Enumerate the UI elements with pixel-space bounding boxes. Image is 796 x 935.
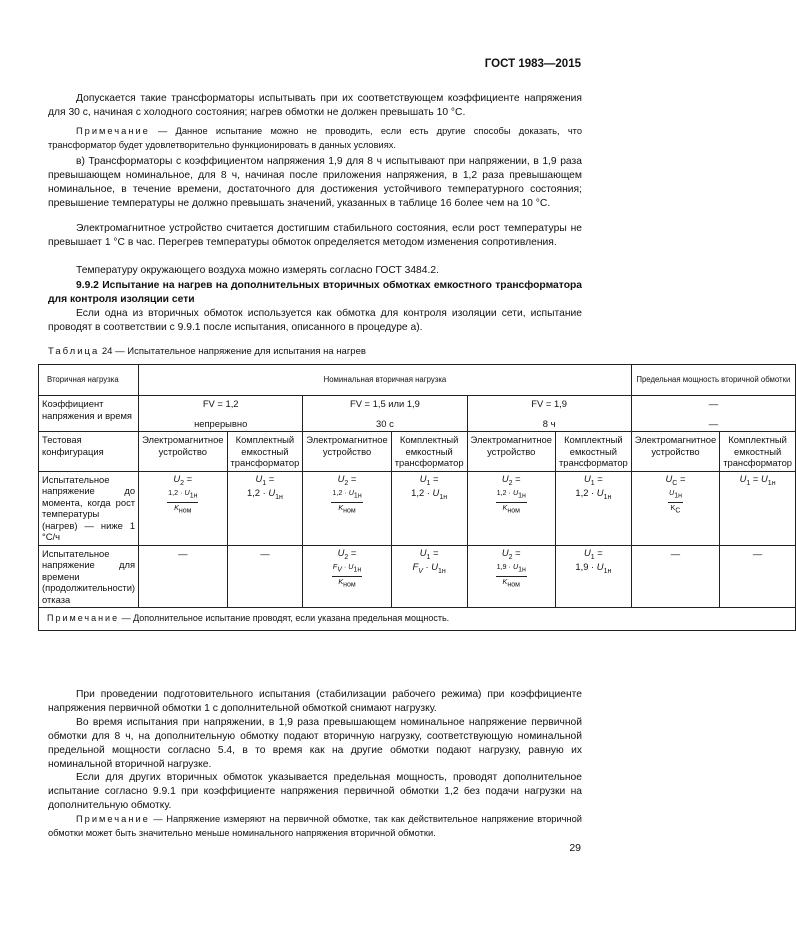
note-2-text: — Напряжение измеряют на первичной обмотке, так как действительное напряжение вторичной обмотки может быть значительно меньше номинального напряжения вторичной обмотки. (48, 814, 582, 838)
page-number: 29 (569, 842, 581, 854)
factor-cell-limit (631, 396, 795, 432)
cfg-electromagnetic: Электромагнитное устройство (467, 432, 555, 472)
paragraph-1: Допускается такие трансформаторы испытывать при их соответствующем коэффициенте напряжения для 30 с, начиная с холодного состояния; нагрев обмотки не должен превышать 10 °С. (48, 93, 582, 118)
paragraph-6: При проведении подготовительного испытания (стабилизации рабочего режима) при коэффициенте напряжения первичной обмотки 1 с дополнительной обмоткой снимают нагрузку. (48, 689, 582, 714)
row-label-factor: Коэффициент напряжения и время (39, 396, 139, 432)
factor-cell-3 (467, 396, 631, 432)
dash: — (227, 545, 303, 608)
note-2 (48, 813, 582, 840)
factor-cell-1 (139, 396, 303, 432)
note-1-text: — Данное испытание можно не проводить, если есть другие способы доказать, что трансформатор будет удовлетворительно функционировать в данных условиях. (48, 126, 582, 150)
standard-header: ГОСТ 1983—2015 (484, 58, 581, 70)
formula-cell: $U_2$ = $\frac{1,2 \cdot U_{1н}}{K_{ном}}$ (139, 471, 227, 545)
table-caption-label: Таблица (48, 346, 100, 357)
cfg-electromagnetic: Электромагнитное устройство (139, 432, 227, 472)
test-voltage-table (38, 364, 796, 631)
cfg-capacitive: Комплектный емкостный трансформатор (555, 432, 631, 472)
formula-cell: $U_2$ = $\frac{1,9 \cdot U_{1н}}{K_{ном}}$ (467, 545, 555, 608)
table-header-row (39, 365, 796, 396)
paragraph-4: Температуру окружающего воздуха можно измерять согласно ГОСТ 3484.2. (76, 265, 439, 276)
dash: — (708, 398, 719, 409)
duration-1: непрерывно (194, 417, 248, 429)
table-row (39, 471, 796, 545)
section-heading: 9.9.2 Испытание на нагрев на дополнительных вторичных обмотках емкостного трансформатора для контроля изоляции сети (48, 280, 582, 305)
cfg-capacitive: Комплектный емкостный трансформатор (227, 432, 303, 472)
formula-cell: $U_2$ = $\frac{F_V \cdot U_{1н}}{K_{ном}}$ (303, 545, 391, 608)
cfg-electromagnetic: Электромагнитное устройство (631, 432, 719, 472)
formula-cell: $U_1$ = $F_V \cdot U_{1н}$ (391, 545, 467, 608)
row-label-failure-time: Испытательное напряжение для времени (продолжительности) отказа (39, 545, 139, 608)
table-caption-text: 24 — Испытательное напряжение для испытания на нагрев (99, 346, 366, 357)
fv-3: FV = 1,9 (531, 398, 567, 409)
head-nominal: Номинальная вторичная нагрузка (139, 365, 632, 396)
note-2-label: Примечание (76, 814, 150, 824)
fv-2: FV = 1,5 или 1,9 (349, 398, 420, 409)
table-row (39, 396, 796, 432)
formula-cell: $U_1$ = $1,2 \cdot U_{1н}$ (555, 471, 631, 545)
paragraph-3: Электромагнитное устройство считается достигшим стабильного состояния, если рост температуры не превышает 1 °С в час. Перегрев температуры обмоток определяется методом изменения сопротивления. (48, 223, 582, 248)
table-note (39, 608, 796, 631)
dash: — (708, 417, 719, 429)
dash: — (720, 545, 796, 608)
row-label-config: Тестовая конфигурация (39, 432, 139, 472)
table-caption (48, 346, 366, 357)
row-label-until-stable: Испытательное напряжение до момента, когда рост температуры (нагрев) — ниже 1 °С/ч (39, 471, 139, 545)
formula-cell: $U_1$ = $1,2 \cdot U_{1н}$ (227, 471, 303, 545)
paragraph-2: в) Трансформаторы с коэффициентом напряжения 1,9 для 8 ч испытывают при напряжении, в 1,9 раза превышающем номинальное, для 8 ч, начиная после приложения напряжения, в 1,2 раза превышающем номинальное, в течение времени, достаточного для достижения устойчивого температурного состояния; превышение температуры не должно превышать значений, указанных в таблице 16 более чем на 10 °С. (48, 156, 582, 209)
paragraph-8: Если для других вторичных обмоток указывается предельная мощность, проводят дополнительное испытание согласно 9.9.1 при коэффициенте напряжения первичной обмотки 1,2 без подачи нагрузки на дополнительную обмотку. (48, 772, 582, 811)
formula-cell: $U_1$ = $1,2 \cdot U_{1н}$ (391, 471, 467, 545)
table-note-row (39, 608, 796, 631)
formula-cell: $U_C$ = $\frac{U_{1н}}{K_C}$ (631, 471, 719, 545)
table-row (39, 432, 796, 472)
paragraph-5: Если одна из вторичных обмоток используется как обмотка для контроля изоляции сети, испытание проводят в соответствии с 9.9.1 после испытания, описанного в процедуре а). (48, 308, 582, 333)
head-limit: Предельная мощность вторичной обмотки (631, 365, 795, 396)
paragraph-7: Во время испытания при напряжении, в 1,9 раза превышающем номинальное напряжение первичной обмотки для 8 ч, на дополнительную обмотку подают вторичную нагрузку, соответствующую номинальной предельной мощности согласно 5.4, в то время как на другие обмотки подают нагрузку, равную их номинальной вторичной нагрузке. (48, 717, 582, 770)
note-1 (48, 125, 582, 152)
formula-cell: $U_2$ = $\frac{1,2 \cdot U_{1н}}{K_{ном}}$ (303, 471, 391, 545)
formula-cell: $U_1 = U_{1н}$ (720, 471, 796, 545)
cfg-capacitive: Комплектный емкостный трансформатор (391, 432, 467, 472)
cfg-capacitive: Комплектный емкостный трансформатор (720, 432, 796, 472)
table-note-text: — Дополнительное испытание проводят, если указана предельная мощность. (119, 613, 450, 623)
dash: — (139, 545, 227, 608)
formula-cell: $U_2$ = $\frac{1,2 \cdot U_{1н}}{K_{ном}}$ (467, 471, 555, 545)
duration-2: 30 с (376, 417, 394, 429)
table-row (39, 545, 796, 608)
note-1-label: Примечание (76, 126, 150, 136)
cfg-electromagnetic: Электромагнитное устройство (303, 432, 391, 472)
formula-cell: $U_1$ = $1,9 \cdot U_{1н}$ (555, 545, 631, 608)
dash: — (631, 545, 719, 608)
factor-cell-2 (303, 396, 467, 432)
fv-1: FV = 1,2 (202, 398, 239, 409)
duration-3: 8 ч (542, 417, 556, 429)
head-secondary: Вторичная нагрузка (39, 365, 139, 396)
table-note-label: Примечание (47, 613, 120, 623)
